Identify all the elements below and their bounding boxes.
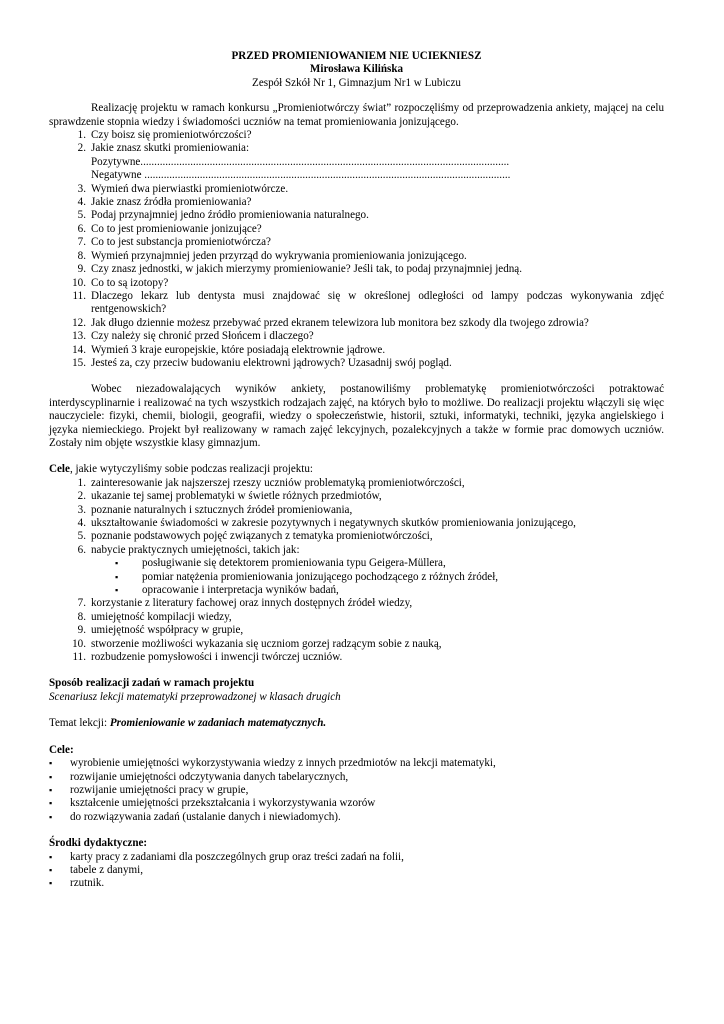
topic-label: Temat lekcji:	[49, 717, 110, 730]
list-item	[49, 611, 664, 624]
item-number: 3.	[77, 503, 86, 516]
item-number: 2.	[77, 142, 86, 155]
goal-text: poznanie naturalnych i sztucznych źródeł promieniowania,	[91, 503, 353, 516]
document-title: PRZED PROMIENIOWANIEM NIE UCIEKNIESZ	[231, 50, 482, 62]
goal-text: poznanie podstawowych pojęć związanych z tematyka promieniotwórczości,	[91, 530, 433, 543]
list-item	[49, 156, 664, 169]
list-item	[49, 597, 664, 610]
item-number: 8.	[77, 249, 86, 262]
goals-list-continued	[49, 597, 664, 664]
item-number: 7.	[77, 236, 86, 249]
lesson-goals-list	[49, 757, 664, 824]
goal-text: stworzenie możliwości wykazania się uczniom gorzej radzącym sobie z nauką,	[91, 637, 442, 650]
list-item	[49, 317, 664, 330]
goal-text: ukazanie tej samej problematyki w świetle różnych przedmiotów,	[91, 490, 382, 503]
question-text: Co to jest substancja promieniotwórcza?	[91, 236, 271, 249]
school-name: Zespół Szkół Nr 1, Gimnazjum Nr1 w Lubiczu	[252, 76, 461, 89]
item-number: 7.	[77, 597, 86, 610]
list-item: ▪ posługiwanie się detektorem promieniowania typu Geigera-Müllera,	[49, 557, 664, 570]
item-number: 2.	[77, 490, 86, 503]
list-item	[49, 624, 664, 637]
list-item: ▪ wyrobienie umiejętności wykorzystywania wiedzy z innych przedmiotów na lekcji matematyki,	[49, 757, 664, 770]
goals-intro-text: , jakie wytyczyliśmy sobie podczas realizacji projektu:	[69, 463, 314, 476]
question-text: Wymień dwa pierwiastki promieniotwórcze.	[91, 182, 289, 195]
goal-text: korzystanie z literatury fachowej oraz innych dostępnych źródeł wiedzy,	[91, 597, 413, 610]
item-number: 4.	[77, 517, 86, 529]
method-heading: Sposób realizacji zadań w ramach projektu	[49, 677, 255, 690]
list-item: ▪ rzutnik.	[49, 877, 664, 890]
question-text: Co to są izotopy?	[91, 276, 169, 289]
goals-intro	[49, 463, 664, 476]
list-item	[49, 344, 664, 357]
list-item: ▪ rozwijanie umiejętności odczytywania danych tabelarycznych,	[49, 771, 664, 784]
item-number: 4.	[77, 196, 86, 209]
list-item: ▪ opracowanie i interpretacja wyników badań,	[49, 584, 664, 597]
question-text: Czy znasz jednostki, w jakich mierzymy promieniowanie? Jeśli tak, to podaj przynajmniej jedną.	[91, 263, 522, 276]
list-item	[49, 530, 664, 543]
question-text: Jesteś za, czy przeciw budowaniu elektrowni jądrowych? Uzasadnij swój pogląd.	[91, 356, 452, 369]
goals-label: Cele	[49, 463, 70, 476]
list-item	[49, 142, 664, 155]
goal-text: zainteresowanie jak najszerszej rzeszy uczniów problematyką promieniotwórczości,	[91, 476, 465, 489]
list-item: ▪ rozwijanie umiejętności pracy w grupie,	[49, 784, 664, 797]
skills-sublist	[49, 557, 664, 597]
list-item	[49, 209, 664, 222]
item-number: 1.	[77, 476, 86, 489]
list-item	[49, 477, 664, 490]
list-item: ▪ karty pracy z zadaniami dla poszczególnych grup oraz treści zadań na folii,	[49, 851, 664, 864]
item-number: 3.	[77, 182, 86, 195]
question-text: Co to jest promieniowanie jonizujące?	[91, 222, 262, 235]
author-name: Mirosława Kilińska	[309, 63, 404, 76]
item-number: 15.	[72, 356, 86, 369]
list-item	[49, 544, 664, 557]
question-text: Czy należy się chronić przed Słońcem i dlaczego?	[91, 330, 314, 343]
list-item	[49, 196, 664, 209]
item-number: 13.	[72, 330, 86, 343]
item-number: 11.	[72, 289, 86, 302]
goal-text: ukształtowanie świadomości w zakresie pozytywnych i negatywnych skutków promieniowania jonizującego,	[91, 517, 576, 529]
question-text: Podaj przynajmniej jedno źródło promieniowania naturalnego.	[91, 209, 369, 222]
question-text: Czy boisz się promieniotwórczości?	[91, 129, 252, 142]
item-number: 12.	[72, 316, 86, 329]
list-item	[49, 236, 664, 249]
project-paragraph: Wobec niezadowalających wyników ankiety, postanowiliśmy problematykę promieniotwórczości potraktować interdyscyplinarnie i realizować na tych wszystkich rodzajach zajęć, na których było to możliwe. Do realizacji projektu włączyli się więc nauczyciele: fizyki, chemii, biologii, geografii, wiedzy o społeczeństwie, historii, sztuki, informatyki, techniki, języka angielskiego i języka niemieckiego. Projekt był realizowany w ramach zajęć lekcyjnych, pozalekcyjnych a także w formie prac domowych uczniów. Zostały nim objęte wszystkie klasy gimnazjum.	[49, 383, 664, 449]
item-number: 1.	[77, 129, 86, 142]
list-item	[49, 638, 664, 651]
scenario-subtitle: Scenariusz lekcji matematyki przeprowadzonej w klasach drugich	[49, 690, 341, 703]
goals-list	[49, 477, 664, 557]
list-item	[49, 183, 664, 196]
list-item	[49, 330, 664, 343]
item-number: 9.	[77, 263, 86, 276]
item-number: 5.	[77, 209, 86, 222]
list-item	[49, 490, 664, 503]
item-number: 14.	[72, 343, 86, 356]
list-item: ▪ kształcenie umiejętności przekształcania i wykorzystywania wzorów	[49, 797, 664, 810]
item-number: 9.	[77, 624, 86, 637]
list-item	[49, 277, 664, 290]
item-number: 6.	[77, 222, 86, 235]
question-text: Dlaczego lekarz lub dentysta musi znajdować się w określonej odległości od lampy podczas wykonywania zdjęć rentgenowskich?	[91, 289, 664, 316]
list-item	[49, 250, 664, 263]
item-number: 10.	[72, 276, 86, 289]
list-item: ▪ pomiar natężenia promieniowania jonizującego pochodzącego z różnych źródeł,	[49, 571, 664, 584]
list-item	[49, 504, 664, 517]
question-text: Jakie znasz źródła promieniowania?	[91, 196, 252, 209]
list-item	[49, 263, 664, 276]
topic-title: Promieniowanie w zadaniach matematycznych.	[109, 717, 327, 730]
intro-paragraph: Realizację projektu w ramach konkursu „Promieniotwórczy świat” rozpoczęliśmy od przeprowadzenia ankiety, mającej na celu sprawdzenie stopnia wiedzy i świadomości uczniów na temat promieniowania jonizującego.	[49, 102, 664, 128]
list-item: ▪ tabele z danymi,	[49, 864, 664, 877]
aids-list	[49, 851, 664, 891]
answer-line-positive: Pozytywne.....................................................................................................................................	[91, 155, 510, 168]
survey-questions	[49, 129, 664, 370]
goal-text: nabycie praktycznych umiejętności, takich jak:	[91, 543, 300, 556]
list-item	[49, 129, 664, 142]
item-number: 11.	[72, 651, 86, 664]
list-item: ▪ do rozwiązywania zadań (ustalanie danych i niewiadomych).	[49, 811, 664, 824]
item-number: 8.	[77, 610, 86, 623]
list-item	[49, 651, 664, 664]
list-item	[49, 290, 664, 317]
item-number: 5.	[77, 530, 86, 543]
item-number: 10.	[72, 637, 86, 650]
goal-text: umiejętność kompilacji wiedzy,	[91, 610, 232, 623]
goal-text: umiejętność współpracy w grupie,	[91, 624, 244, 637]
goal-text: rozbudzenie pomysłowości i inwencji twórczej uczniów.	[91, 651, 343, 664]
question-text: Jak długo dziennie możesz przebywać przed ekranem telewizora lub monitora bez szkody dla twojego zdrowia?	[91, 316, 589, 329]
question-text: Jakie znasz skutki promieniowania:	[91, 142, 250, 155]
list-item	[49, 517, 664, 530]
answer-line-negative: Negatywne ....................................................................................................................................	[91, 169, 511, 182]
lesson-goals-heading: Cele:	[49, 743, 74, 756]
lesson-topic	[49, 717, 664, 730]
question-text: Wymień przynajmniej jeden przyrząd do wykrywania promieniowania jonizującego.	[91, 249, 467, 262]
list-item	[49, 169, 664, 182]
question-text: Wymień 3 kraje europejskie, które posiadają elektrownie jądrowe.	[91, 343, 386, 356]
item-number: 6.	[77, 543, 86, 556]
list-item	[49, 357, 664, 370]
aids-heading: Środki dydaktyczne:	[49, 837, 148, 850]
list-item	[49, 223, 664, 236]
